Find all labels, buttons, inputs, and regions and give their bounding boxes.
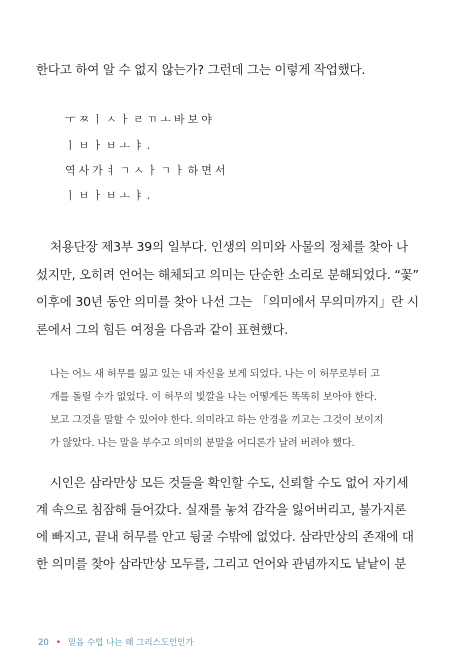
body-paragraph-1-line: 처용단장 제3부 39의 일부다. 인생의 의미와 사물의 정체를 찾아 나 (50, 239, 408, 254)
block-quote-line: 보고 그것을 말할 수 있어야 한다. 의미라고 하는 안경을 끼고는 그것이 보이지 (50, 415, 384, 426)
poem-line: ㅜㅉㅣㅅㅏㄹㄲㅗ바보야 (65, 113, 215, 126)
body-paragraph-2-line: 에 빠지고, 끝내 허무를 안고 뒹굴 수밖에 없었다. 삼라만상의 존재에 대 (36, 529, 414, 544)
block-quote-line: 개를 돌릴 수가 없었다. 이 허무의 빛깔을 나는 어떻게든 똑똑히 보아야 한다. (50, 392, 377, 403)
body-paragraph-1-line: 섰지만, 오히려 언어는 해체되고 의미는 단순한 소리로 분해되었다. “꽃” (36, 267, 419, 282)
intro-line: 한다고 하여 알 수 없지 않는가? 그런데 그는 이렇게 작업했다. (36, 62, 366, 77)
body-paragraph-2-line: 시인은 삼라만상 모든 것들을 확인할 수도, 신뢰할 수도 없어 자기세 (50, 475, 409, 490)
body-paragraph-2-line: 계 속으로 침잠해 들어갔다. 실재를 놓쳐 감각을 잃어버리고, 불가지론 (36, 502, 407, 517)
body-paragraph-1-line: 이후에 30년 동안 의미를 찾아 나선 그는 「의미에서 무의미까지」란 시 (36, 294, 419, 309)
block-quote-line: 가 않았다. 나는 말을 부수고 의미의 분말을 어디론가 날려 버려야 했다. (50, 438, 355, 449)
book-title: 믿음 수업 나는 왜 그리스도인인가 (67, 638, 194, 648)
page-footer (38, 636, 194, 648)
footer-separator: • (55, 638, 61, 648)
block-quote-line: 나는 어느 새 허무를 잃고 있는 내 자신을 보게 되었다. 나는 이 허무로부터 고 (50, 369, 380, 380)
poem-line: ㅣㅂㅏㅂㅗㅑ. (65, 139, 154, 152)
page-number: 20 (38, 638, 49, 648)
body-paragraph-1-line: 론에서 그의 힘든 여정을 다음과 같이 표현했다. (36, 322, 289, 337)
poem-line: 역사가ㅕㄱㅅㅏㄱㅏ하면서 (65, 164, 229, 177)
poem-line: ㅣㅂㅏㅂㅗㅑ. (65, 189, 154, 202)
body-paragraph-2-line: 한 의미를 찾아 삼라만상 모두를, 그리고 언어와 관념까지도 낱낱이 분 (36, 556, 407, 571)
